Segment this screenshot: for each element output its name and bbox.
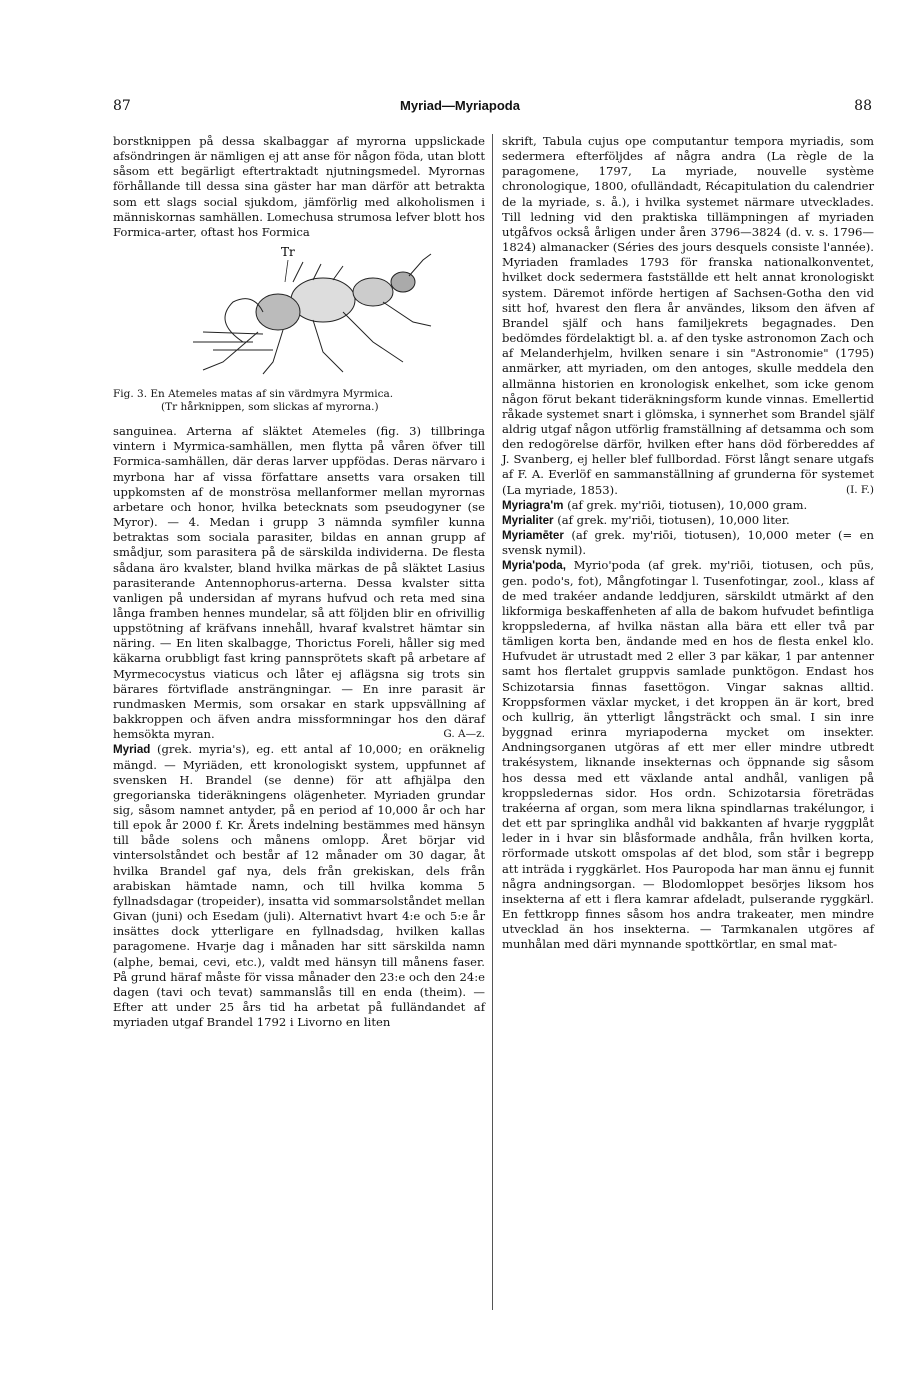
column-divider (492, 134, 493, 1310)
page-number-left: 87 (113, 98, 131, 114)
entry-myriad: Myriad (grek. myria's), eg. ett antal af 10,000; en oräknelig mängd. — Myriäden, ett kronologiskt system, uppfunnet af svensken H. Brandel (se denne) för att afhjälpa den gregorianska tideräkningens olägenheter. Myriaden grundar sig, såsom namnet antyder, på en period af 10,000 år och har till epok år 2000 f. Kr. Årets indelning bestämmes med hänsyn till både solens och månens omlopp. Året börjar vid vintersolståndet och består af 12 månader om 30 dagar, åt hvilka Brandel gaf nya, dels från grekiskan, dels från arabiskan hämtade namn, och till hvilka komma 5 fyllnadsdagar (tropeider), insatta vid sommarsolståndet mellan Givan (juni) och Esedam (juli). Alternativt hvart 4:e och 5:e år insättes dock ytterligare en fyllnadsdag, hvilken kallas paragomene. Hvarje dag i månaden har sitt särskilda namn (alphe, bemai, cevi, etc.), valdt med hänsyn till månens faser. På grund häraf måste för vissa månader den 23:e och den 24:e dagen (tavi och tevat) sammanslås till en enda (theim). — Efter att under 25 års tid ha arbetat på fulländandet af myriaden utgaf Brandel 1792 i Livorno en liten (113, 742, 486, 1030)
headword-myriagram: Myriagra'm (502, 498, 564, 512)
entry-myriapoda: Myria'poda, Myrio'poda (af grek. my'riōi, tiotusen, och pūs, gen. podo's, fot), Mångfotingar l. Tusenfotingar, zool., klass af de med trakéer andande leddjuren, särskildt utmärkt af den likformiga beskaffenheten af alla de bakom hufvudet befintliga kroppslederna, af hvilka nästan alla bära ett eller två par tämligen korta ben, ändande med en hos de flesta enkel klo. Hufvudet är utrustadt med 2 eller 3 par käkar, 1 par antenner samt hos flertalet gruppvis samlade punktögon. Endast hos Schizotarsia finnas fasettögon. Vingar saknas alltid. Kroppsformen växlar mycket, i det kroppen än är kort, bred och kullrig, än ytterligt långsträckt och smal. I sin inre byggnad erinra myriapoderna mycket om insekter. Andningsorganen utgöras af ett mer eller mindre utbredt trakésystem, liknande insekternas och öppnande sig såsom hos dessa med ett växlande antal andhål, vanligen på kroppsledernas sidor. Hos ordn. Schizotarsia företrädas trakéerna af organ, som mera likna spindlarnas trakélungor, i det ett par springlika andhål vid bakkanten af hvarje ryggplåt leder in i hvar sin blåsformade andhåla, från hvilken korta, rörformade utskott omspolas af det blod, som står i begrepp att inträda i ryggkärlet. Hos Pauropoda har man ännu ej funnit några andningsorgan. — Blodomloppet besörjes liksom hos insekterna af ett i flera kamrar afdeladt, pulserande ryggkärl. En fettkropp finnes såsom hos andra trakeater, men mindre utvecklad än hos insekterna. — Tarmkanalen utgöres af munhålan med däri mynnande spottkörtlar, en smal mat- (502, 558, 875, 952)
author-signature-1: G. A—z. (443, 728, 485, 741)
figure-caption (113, 388, 485, 414)
headword-myrialiter: Myrialiter (502, 513, 554, 527)
left-column (113, 134, 485, 1030)
author-signature-2: (I. F.) (845, 483, 874, 496)
right-column (502, 134, 874, 952)
figure-caption-line-2: (Tr hårknippen, som slickas af myrorna.) (161, 401, 379, 414)
headword-myriad: Myriad (113, 743, 151, 757)
page-header (0, 98, 920, 118)
right-para-1: skrift, Tabula cujus ope computantur tempora myriadis, som sedermera efterföljdes af några andra (La règle de la paragomene, 1797, La myriade, nouvelle système chronologique, 1800, ofulländadt, Récapitulation du calendrier de la myriade, s. å.), i hvilka systemet närmare utvecklades. Till ledning vid den praktiska tillämpningen af myriaden utgåfvos också årligen under åren 3796—3824 (d. v. s. 1796—1824) almanacker (Séries des jours desquels consiste l'année). Myriaden framlades 1793 för franska nationalkonventet, hvilket dock sedermera fastställde ett helt annat kronologiskt system. Däremot införde hertigen af Sachsen-Gotha den vid sitt hof, hvarest den flera år användes, liksom den äfven af Brandel själf och hans familjekrets begagnades. Den bedömdes fördelaktigt bl. a. af den tyske astronomon Zach och af Melanderhjelm, hvilken senare i sin "Astronomie" (1795) anmärker, att myriaden, om den antoges, skulle meddela den allmänna historien en kronologisk enkelhet, som icke genom någon förut bekant tideräkningsform kunde vinnas. Emellertid råkade systemet snart i glömska, i synnerhet som Brandel själf aldrig utgaf någon utförlig framställning af detsamma och som den redogörelse därför, hvilken efter hans död förbereddes af J. Svanberg, ej heller blef fullbordad. Först långt senare utgafs af F. A. Everlöf en sammanställning af grunderna för systemet (La myriade, 1853). (I. F.) (502, 134, 874, 497)
figure-caption-line-1: Fig. 3. En Atemeles matas af sin värdmyra Myrmica. (113, 388, 394, 401)
headword-myriameter: Myriamēter (502, 529, 564, 543)
figure-atemeles (113, 242, 485, 382)
entry-myriagram: Myriagra'm (af grek. my'riōi, tiotusen), 10,000 gram. (502, 497, 808, 512)
ant-beetle-illustration (173, 242, 433, 382)
entry-myriameter: Myriamēter (af grek. my'riōi, tiotusen), 10,000 meter (= en svensk nymil). (502, 528, 874, 558)
page-number-right: 88 (854, 98, 872, 114)
headword-myriapoda: Myria'poda, (502, 559, 566, 573)
figure-label: Tr (281, 245, 295, 260)
left-para-2: sanguinea. Arterna af släktet Atemeles (fig. 3) tillbringa vintern i Myrmica-samhällen, men flytta på våren öfver till Formica-samhällen, där deras larver uppfödas. Deras närvaro i myrbona har af vissa författare ansetts vara orsaken till uppkomsten af de monströsa mellanformer mellan myrornas arbetare och honor, hvilka betecknats som pseudogyner (se Myror). — 4. Medan i grupp 3 nämnda symfiler kunna betraktas som sociala parasiter, bildas en annan grupp af smådjur, som parasitera på de särskilda individerna. De flesta sådana äro kvalster, bland hvilka märkas de på släktet Lasius parasiterande Antennophorus-arterna. Dessa kvalster sitta vanligen på undersidan af myrans hufvud och reta med sina långa framben hennes mundelar, så att följden blir en ofrivillig uppstötning af kräfvans innehåll, hvaraf kvalstret hämtar sin näring. — En liten skalbagge, Thorictus Foreli, håller sig med käkarna orubbligt fast kring pannsprötets skaft på arbetare af Myrmecocystus viaticus och låter ej aflägsna sig trots sin bärares förtviflade ansträngningar. — En inre parasit är rundmasken Mermis, som orsakar en stark uppsvällning af bakkroppen och äfven andra missformningar hos den däraf hemsökta myran. G. A—z. (113, 424, 485, 742)
entry-myrialiter: Myrialiter (af grek. my'riōi, tiotusen), 10,000 liter. (502, 512, 790, 527)
left-para-1: borstknippen på dessa skalbaggar af myrorna uppslickade afsöndringen är nämligen ej att anse för någon föda, utan blott såsom ett begärligt eftertraktadt njutningsmedel. Myrornas förhållande till dessa sina gäster har man därför att betrakta som ett slags social sjukdom, jämförlig med alkoholismen i människornas samhällen. Lomechusa strumosa lefver blott hos Formica-arter, oftast hos Formica (113, 134, 485, 239)
running-title: Myriad—Myriapoda (400, 98, 520, 113)
